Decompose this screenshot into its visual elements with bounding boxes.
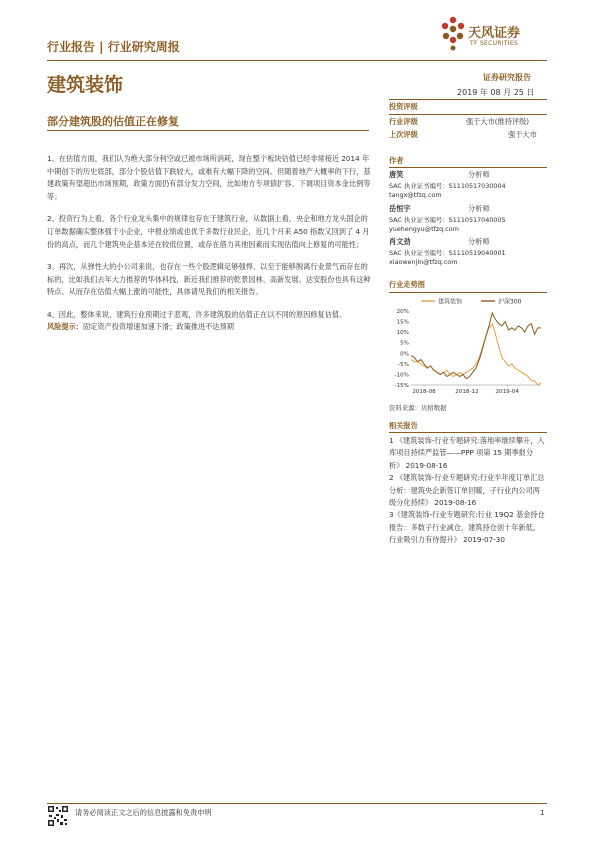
page-number: 1 <box>540 808 545 817</box>
y-tick-label: 10% <box>396 330 409 337</box>
author-cert: SAC 执业证书编号：S1110517040005 <box>389 216 506 224</box>
y-tick-label: 0% <box>400 351 409 358</box>
author-cert: SAC 执业证书编号：S1110517030004 <box>389 182 506 190</box>
qr-code-icon <box>47 805 69 827</box>
report-date: 2019 年 08 月 25 日 <box>457 88 535 97</box>
legend-label: 建筑装饰 <box>438 298 463 306</box>
industry-rating-label: 行业评级 <box>389 117 418 126</box>
author-email[interactable]: xiaowenjin@tfzq.com <box>389 258 458 266</box>
report-type: 证券研究报告 <box>483 73 531 82</box>
legend-label: 沪深300 <box>498 298 522 306</box>
industry-rating-value: 强于大市(维持评级) <box>466 117 530 126</box>
body-content <box>47 153 372 332</box>
trend-section-label: 行业走势图 <box>389 280 425 289</box>
y-tick-label: 20% <box>396 309 409 315</box>
series-line <box>411 324 541 385</box>
rating-top-divider <box>389 99 547 100</box>
author-name: 肖文劲 <box>389 237 411 246</box>
page-title: 建筑装饰 <box>47 74 124 96</box>
y-tick-label: -10% <box>394 372 409 379</box>
y-tick-label: 15% <box>396 319 409 326</box>
y-tick-label: -5% <box>398 361 409 368</box>
y-tick-label: -15% <box>394 383 409 389</box>
related-report-item[interactable]: 3《建筑装饰-行业专题研究:行业 19Q2 基金持仓报告：多数子行业减仓，建筑持仓创十年新低，行业吸引力有待提升》 2019-07-30 <box>389 510 545 545</box>
author-name: 岳恒宇 <box>389 204 411 213</box>
trend-divider <box>389 292 547 293</box>
authors-section-label: 作者 <box>389 156 404 165</box>
logo-brand-en: TF SECURITIES <box>470 40 519 47</box>
series-line <box>411 313 541 379</box>
trend-chart <box>389 295 547 401</box>
footer-divider <box>47 803 547 804</box>
body-paragraph-4: 4、因此，整体来说，建筑行业预期过于悲观，许多建筑股的估值正在以不同的原因修复估值。 <box>47 309 347 319</box>
risk-warning <box>47 322 234 332</box>
report-subtitle: 部分建筑股的估值正在修复 <box>47 115 179 128</box>
risk-label: 风险提示： <box>47 322 83 331</box>
related-divider <box>389 432 547 433</box>
author-name: 唐笑 <box>389 170 404 179</box>
x-tick-label: 2018-08 <box>412 389 436 395</box>
header-divider <box>47 60 547 61</box>
authors-divider <box>389 167 547 168</box>
related-report-item[interactable]: 1 《建筑装饰-行业专题研究:落地率继续攀升，入库项目持续严监管——PPP 项第 15 期季报分析》 2019-08-16 <box>389 436 545 470</box>
y-tick-label: 5% <box>400 340 409 347</box>
previous-rating-label: 上次评级 <box>389 130 418 139</box>
tf-logo-icon <box>440 14 466 52</box>
x-tick-label: 2019-04 <box>495 389 519 395</box>
x-tick-label: 2018-12 <box>455 389 479 395</box>
logo-brand-name: 天风证券 <box>468 26 521 41</box>
previous-rating-value: 强于大市 <box>508 130 537 139</box>
rating-divider <box>389 114 547 115</box>
author-email[interactable]: tangx@tfzq.com <box>389 191 442 199</box>
related-report-item[interactable]: 2 《建筑装饰-行业专题研究:行业半年度订单汇总分析：建筑央企新签订单回暖，子行业内公司两级分化持续》 2019-08-16 <box>389 473 545 508</box>
rating-section-label: 投资评级 <box>389 102 418 111</box>
author-role: 分析师 <box>468 170 490 179</box>
chart-source: 资料来源：贝格数据 <box>389 404 447 412</box>
author-cert: SAC 执业证书编号：S1110519040001 <box>389 249 506 257</box>
author-role: 分析师 <box>468 237 490 246</box>
body-paragraph-2: 2、投资行为上看，各个行业龙头集中的规律也存在于建筑行业，从数据上看，央企和地方龙头国企的订单数据确实整体强于小企业，中报业绩或也优于多数行业民企，近几个月来 A50 指数又回到了 4 月份的高点，而几个建筑央企基本还在较低位置，或存在借力其他因素而实现估值向上修复的可能性； <box>47 214 370 249</box>
related-reports-list <box>389 435 547 547</box>
body-paragraph-1: 1、在估值方面，我们认为绝大部分利空或已被市场所消耗，现在整个板块估值已经非常接近 2014 年中期创下的历史底部，部分个股估值下跌较大，或难有大幅下降的空间。但随着地产大概率的下行，基建政策有望超出市场预期，政策方面仍有部分发力空间，比如地方专项债扩容、下调项目资本金比例等等； <box>47 154 371 201</box>
trend-chart-svg <box>389 295 547 397</box>
author-email[interactable]: yuehengyu@tfzq.com <box>389 225 459 233</box>
related-section-label: 相关报告 <box>389 421 418 430</box>
subtitle-divider <box>47 130 369 131</box>
body-paragraph-3: 3、再次，从弹性大的小公司来说，也存在一些个股逻辑足够强悍、以至于能够脱离行业景气而存在的标的，比如我们去年大力推荐的华体科技，新近我们推荐的乾景园林、高新发展、达安股份也具有这种特点、从而存在估值大幅上涨的可能性，具体请见我们的相关报告。 <box>47 262 371 297</box>
author-role: 分析师 <box>468 204 490 213</box>
report-category: 行业报告 | 行业研究周报 <box>47 40 180 54</box>
footer-disclaimer[interactable]: 请务必阅读正文之后的信息披露和免责申明 <box>75 808 212 817</box>
risk-text: 固定资产投资增速加速下滑；政策推进不达预期 <box>82 322 234 331</box>
